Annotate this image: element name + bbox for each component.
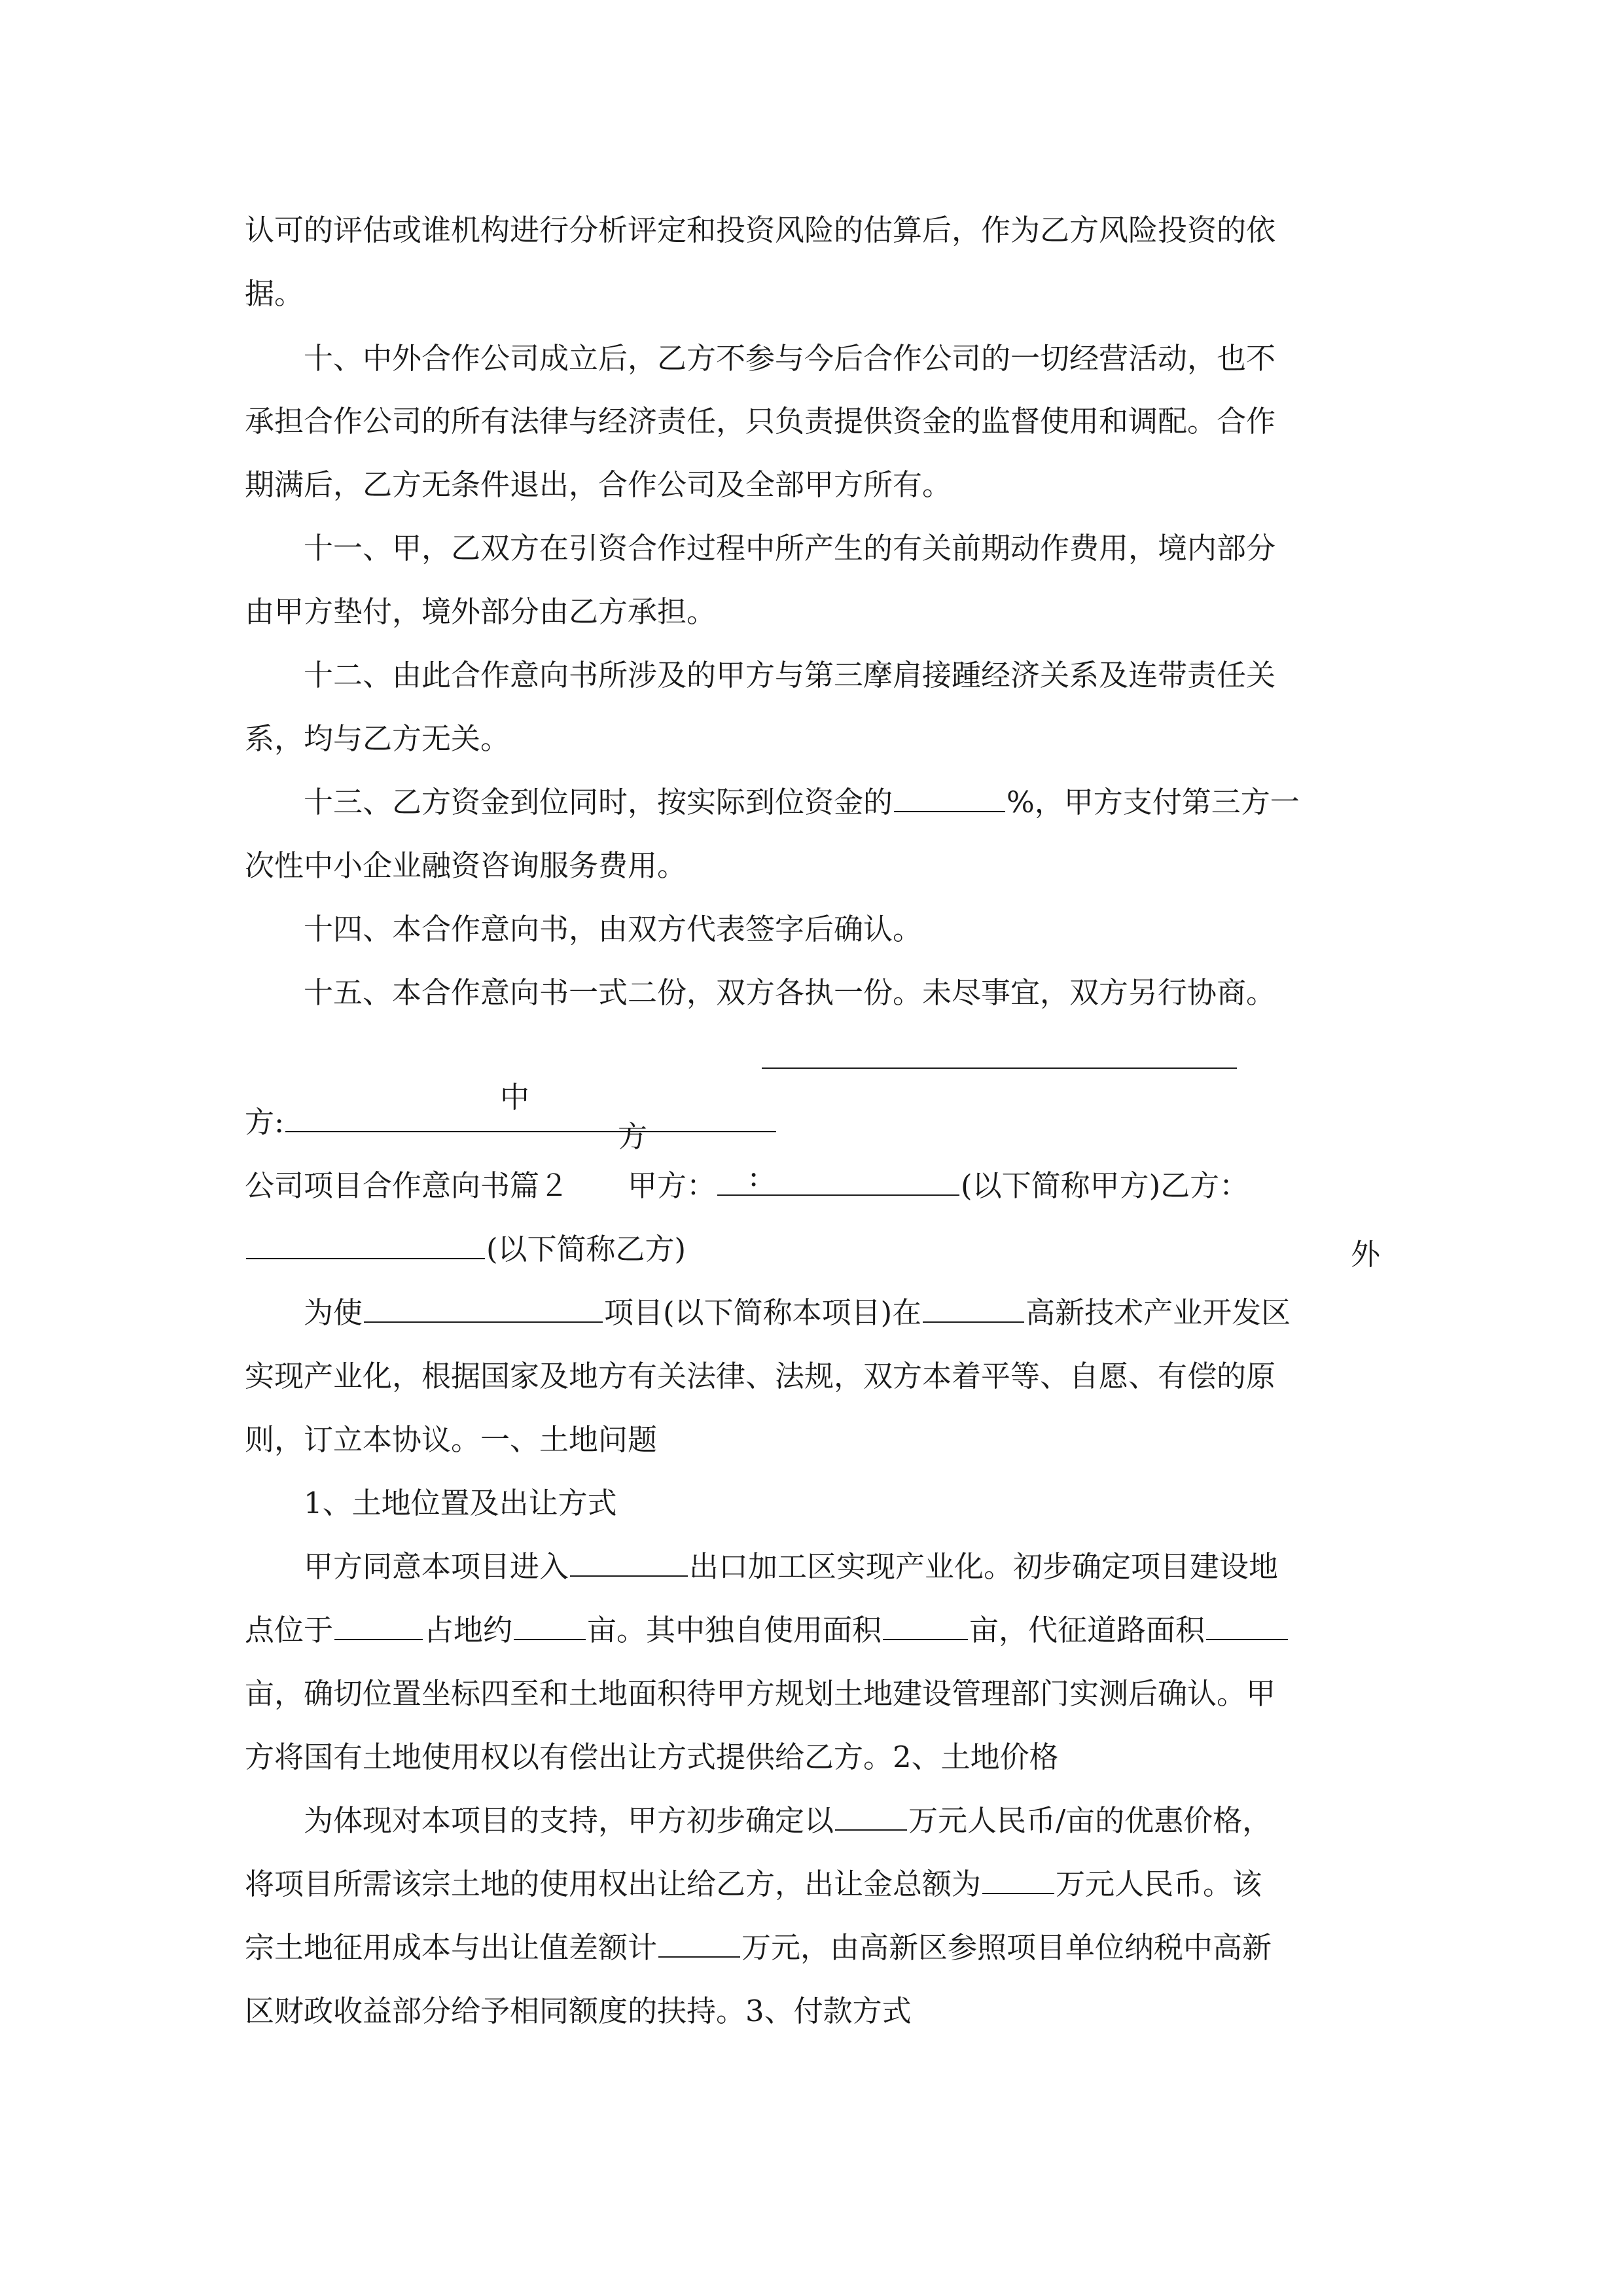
text-segment: 亩，代征道路面积	[969, 1613, 1205, 1647]
clause-13	[304, 783, 1300, 822]
text-segment: 点位于	[245, 1613, 334, 1647]
text-line: 据。	[245, 276, 304, 311]
text-segment: 为使	[304, 1295, 363, 1330]
intro-paragraph	[304, 1293, 1291, 1333]
text-line	[245, 1230, 686, 1269]
text-segment: 万元人民币/亩的优惠价格，	[908, 1803, 1272, 1838]
text-segment: %，甲方支付第三方一	[1007, 785, 1300, 819]
text-segment: 为体现对本项目的支持，甲方初步确定以	[304, 1803, 834, 1838]
text-segment: 亩。其中独自使用面积	[587, 1613, 882, 1647]
clause-12: 十二、由此合作意向书所涉及的甲方与第三摩肩接踵经济关系及连带责任关	[304, 658, 1276, 692]
clause-15: 十五、本合作意向书一式二份，双方各执一份。未尽事宜，双方另行协商。	[304, 975, 1276, 1010]
text-line: 实现产业化，根据国家及地方有关法律、法规，双方本着平等、自愿、有偿的原	[245, 1359, 1276, 1393]
text-line	[304, 1801, 1272, 1840]
text-line: 期满后，乙方无条件退出，合作公司及全部甲方所有。	[245, 467, 952, 502]
area-blank[interactable]	[514, 1613, 586, 1640]
text-line: 区财政收益部分给予相同额度的扶持。3、付款方式	[245, 1994, 912, 2028]
sig-label: 方	[618, 1119, 648, 1154]
sig-label: :	[749, 1158, 759, 1193]
zone-blank[interactable]	[570, 1549, 688, 1577]
text-segment: 高新技术产业开发区	[1026, 1295, 1291, 1330]
text-line: 承担合作公司的所有法律与经济责任，只负责提供资金的监督使用和调配。合作	[245, 404, 1276, 439]
text-segment: 将项目所需该宗土地的使用权出让给乙方，出让金总额为	[245, 1867, 982, 1901]
text-segment: 出口加工区实现产业化。初步确定项目建设地	[689, 1549, 1279, 1584]
text-segment: 甲方同意本项目进入	[304, 1549, 569, 1584]
clause-14: 十四、本合作意向书，由双方代表签字后确认。	[304, 912, 923, 946]
text-segment: 宗土地征用成本与出让值差额计	[245, 1930, 658, 1965]
text-segment: (以下简称乙方)	[486, 1232, 687, 1266]
area-blank[interactable]	[883, 1613, 968, 1640]
text-line	[245, 1865, 1262, 1904]
party-a-blank[interactable]	[717, 1168, 959, 1196]
part2-heading	[245, 1166, 1249, 1206]
text-line	[245, 1611, 1289, 1650]
text-segment: 项目(以下简称本项目)在	[604, 1295, 922, 1330]
text-segment: 十三、乙方资金到位同时，按实际到位资金的	[304, 785, 893, 819]
price-blank[interactable]	[835, 1803, 907, 1831]
text-line: 认可的评估或谁机构进行分析评定和投资风险的估算后，作为乙方风险投资的依	[245, 213, 1276, 247]
text-line: 则，订立本协议。一、土地问题	[245, 1422, 658, 1457]
total-blank[interactable]	[982, 1867, 1054, 1894]
clause-11: 十一、甲，乙双方在引资合作过程中所产生的有关前期动作费用，境内部分	[304, 531, 1276, 565]
party-b-blank[interactable]	[246, 1232, 485, 1259]
text-line	[304, 1547, 1278, 1587]
text-segment: 万元人民币。该	[1056, 1867, 1262, 1901]
text-segment: 公司项目合作意向书篇２ 甲方：	[245, 1168, 717, 1203]
text-segment: 万元，由高新区参照项目单位纳税中高新	[741, 1930, 1272, 1965]
sig-label: 中	[500, 1080, 530, 1115]
signature-blank[interactable]	[285, 1105, 776, 1132]
difference-blank[interactable]	[658, 1930, 740, 1958]
text-line: 由甲方垫付，境外部分由乙方承担。	[245, 594, 717, 629]
text-line: 亩，确切位置坐标四至和土地面积待甲方规划土地建设管理部门实测后确认。甲	[245, 1676, 1276, 1711]
text-line: 方将国有土地使用权以有偿出让方式提供给乙方。2、土地价格	[245, 1740, 1059, 1774]
project-blank[interactable]	[364, 1295, 603, 1323]
location-blank[interactable]	[334, 1613, 423, 1640]
text-line: 系，均与乙方无关。	[245, 721, 510, 756]
text-line	[245, 1928, 1272, 1967]
signature-line	[245, 1103, 777, 1142]
signature-blank[interactable]	[762, 1041, 1237, 1069]
section-title: 1、土地位置及出让方式	[304, 1486, 617, 1520]
sig-label: 方:	[245, 1105, 285, 1139]
text-segment: 占地约	[424, 1613, 513, 1647]
clause-10: 十、中外合作公司成立后，乙方不参与今后合作公司的一切经营活动，也不	[304, 341, 1276, 376]
text-line: 次性中小企业融资咨询服务费用。	[245, 848, 687, 883]
area-blank[interactable]	[1206, 1613, 1288, 1640]
zone-blank[interactable]	[923, 1295, 1024, 1323]
text-segment: (以下简称甲方)乙方：	[961, 1168, 1249, 1203]
percent-blank[interactable]	[894, 785, 1005, 812]
sig-label: 外	[1351, 1237, 1381, 1272]
